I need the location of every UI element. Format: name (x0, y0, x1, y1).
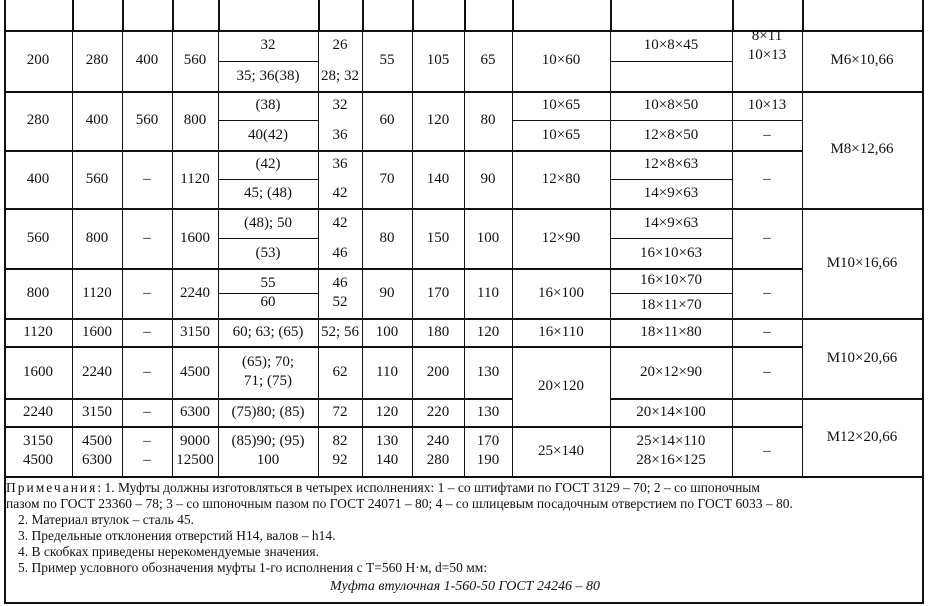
cell-value: 120 (476, 323, 500, 340)
cell-value: 1600 (180, 229, 210, 246)
cell-diameter: 40(42) (248, 126, 288, 143)
cell-bolt: M8×12,66 (830, 141, 894, 157)
cell-diameter: (75)80; (85) (231, 403, 305, 420)
cell-value: 70 (379, 170, 395, 187)
cell-value: – – (143, 433, 151, 468)
cell-key: 14×9×63 (643, 185, 699, 201)
table-header-stub-line (362, 0, 364, 30)
cell-value: 140 (426, 170, 450, 187)
cell-spline (732, 61, 802, 91)
table-bottom-border (4, 602, 924, 604)
cell-spline: – (763, 170, 771, 187)
cell-value: 130 (476, 403, 500, 420)
cell-key: 14×9×63 (643, 214, 699, 231)
cell-spline: – (763, 323, 771, 340)
cell-key: 18×11×70 (640, 297, 702, 313)
cell-key: 16×10×63 (640, 244, 702, 261)
cell-diameter: (48); 50 (244, 214, 292, 231)
notes-top-border (4, 476, 922, 478)
cell-diameter: 55 60 (260, 275, 276, 310)
cell-value: 130 140 (375, 433, 399, 468)
cell-torque: 800 (26, 284, 50, 301)
cell-pin: 16×110 (538, 323, 584, 340)
table-header-stub-line (512, 0, 514, 30)
cell-diameter: 60; 63; (65) (232, 323, 304, 340)
note-2: 2. Материал втулок – сталь 45. (18, 512, 195, 527)
cell-value: 90 (379, 284, 395, 301)
cell-diameter: 62 (332, 363, 348, 380)
cell-value: 560 (183, 52, 207, 68)
cell-diameter: 36 (332, 126, 348, 143)
cell-value: 170 190 (476, 433, 500, 468)
designation-example: Муфта втулочная 1-560-50 ГОСТ 24246 – 80 (330, 579, 600, 594)
cell-key: 12×8×50 (643, 126, 699, 143)
note-1-continued: пазом по ГОСТ 23360 – 78; 3 – со шпоночным пазом по ГОСТ 24071 – 80; 4 – со шлицевым посадочным отверстием по ГОСТ 6033 – 80. (6, 496, 793, 511)
cell-diameter: 35; 36(38) (236, 67, 300, 84)
cell-value: 240 280 (426, 433, 450, 468)
cell-value: 800 (183, 112, 207, 128)
cell-value: 110 (477, 284, 499, 301)
cell-bolt: M10×16,66 (826, 254, 898, 271)
cell-spline (732, 398, 802, 426)
cell-spline: – (763, 229, 771, 246)
cell-diameter: 46 52 (332, 275, 348, 310)
cell-value: 170 (426, 284, 450, 301)
cell-value: – (143, 284, 151, 301)
table-header-stub-line (922, 0, 924, 30)
cell-spline: – (763, 126, 771, 143)
cell-diameter: 45; (48) (244, 185, 292, 201)
cell-pin: 10×65 (541, 97, 581, 113)
table-header-stub-line (4, 0, 6, 30)
cell-torque: 1600 (23, 363, 53, 380)
cell-pin: 16×100 (538, 284, 584, 301)
cell-pin: 12×80 (541, 170, 581, 187)
cell-value: 560 (85, 170, 109, 187)
cell-pin: 10×65 (541, 126, 581, 143)
note-4: 4. В скобках приведены нерекомендуемые значения. (18, 544, 319, 559)
cell-value: 100 (476, 229, 500, 246)
cell-spline: – (763, 442, 771, 459)
cell-value: 1120 (180, 170, 210, 187)
cell-value: – (143, 229, 151, 246)
note-5: 5. Пример условного обозначения муфты 1-го исполнения с T=560 Н·м, d=50 мм: (18, 560, 488, 575)
notes-heading: Примечания (6, 480, 98, 495)
cell-value: 2240 (180, 284, 210, 301)
cell-value: 130 (476, 363, 500, 380)
cell-value: 65 (480, 52, 496, 68)
table-header-stub-line (802, 0, 804, 30)
cell-value: 110 (376, 363, 398, 380)
note-1-text: : 1. Муфты должны изготовляться в четырех исполнениях: 1 – со штифтами по ГОСТ 3129 – 70; 2 – со шпоночным (97, 480, 760, 495)
cell-value: 4500 6300 (82, 433, 112, 468)
cell-value: 1600 (82, 323, 112, 340)
cell-torque: 2240 (23, 403, 53, 420)
cell-diameter: 28; 32 (321, 67, 359, 84)
cell-value: 80 (480, 112, 496, 128)
cell-diameter: 36 (332, 156, 348, 172)
note-3: 3. Предельные отклонения отверстий H14, валов – h14. (18, 528, 336, 543)
table-header-stub-line (412, 0, 414, 30)
table-header-stub-line (732, 0, 734, 30)
cell-value: – (143, 323, 151, 340)
notes-block (6, 480, 924, 595)
cell-value: 60 (379, 112, 395, 128)
cell-diameter: (38) (255, 97, 281, 113)
cell-spline: – (763, 284, 771, 301)
cell-value: 105 (426, 52, 450, 68)
table-header-stub-line (464, 0, 466, 30)
cell-diameter: 32 (332, 97, 348, 113)
table-header-stub-line (318, 0, 320, 30)
cell-pin: 12×90 (541, 229, 581, 246)
cell-value: 180 (426, 323, 450, 340)
cell-value: – (143, 363, 151, 380)
table-header-stub-line (610, 0, 612, 30)
cell-value: 120 (375, 403, 399, 420)
cell-value: 200 (426, 363, 450, 380)
cell-value: 9000 12500 (176, 433, 214, 468)
cell-torque: 280 (26, 112, 50, 128)
cell-value: 6300 (180, 403, 210, 420)
cell-key: 25×14×110 28×16×125 (636, 433, 706, 468)
cell-value: 400 (85, 112, 109, 128)
cell-pin-merged: 20×120 (538, 377, 584, 394)
cell-key: 16×10×70 (640, 272, 702, 288)
cell-value: 4500 (180, 363, 210, 380)
cell-diameter: (53) (255, 244, 281, 261)
cell-torque: 1120 (23, 323, 53, 340)
cell-key: 12×8×63 (643, 156, 699, 172)
cell-value: 2240 (82, 363, 112, 380)
cell-key: 20×12×90 (640, 363, 702, 380)
cell-diameter: 72 (332, 403, 348, 420)
table-header-stub-line (172, 0, 174, 30)
cell-diameter: (42) (255, 156, 281, 172)
cell-diameter: (65); 70; 71; (75) (241, 354, 295, 389)
cell-value: 280 (85, 52, 109, 68)
cell-value: 1120 (82, 284, 112, 301)
cell-value: 800 (85, 229, 109, 246)
cell-value: 80 (379, 229, 395, 246)
cell-pin: 25×140 (538, 442, 584, 459)
cell-key: 18×11×80 (640, 323, 702, 340)
cell-value: 3150 (82, 403, 112, 420)
cell-diameter: 82 92 (332, 433, 348, 468)
cell-value: – (143, 170, 151, 187)
cell-key: 10×8×45 (643, 37, 699, 53)
cell-bolt: M10×20,66 (826, 349, 898, 366)
cell-value: 400 (135, 52, 159, 68)
cell-diameter: 26 (332, 37, 348, 53)
cell-spline: – (763, 363, 771, 380)
cell-bolt: M6×10,66 (830, 52, 894, 68)
cell-diameter: 32 (260, 37, 276, 53)
cell-torque: 200 (26, 52, 50, 68)
cell-value: 560 (135, 112, 159, 128)
cell-key (610, 61, 732, 91)
cell-spline: 8×11 10×13 (747, 27, 787, 63)
cell-key: 10×8×50 (643, 97, 699, 113)
cell-diameter: (85)90; (95) 100 (231, 433, 305, 468)
cell-torque: 3150 4500 (23, 433, 53, 468)
cell-diameter: 42 (332, 214, 348, 231)
cell-diameter: 46 (332, 244, 348, 261)
cell-key: 20×14×100 (636, 403, 706, 420)
cell-value: 120 (426, 112, 450, 128)
cell-value: 220 (426, 403, 450, 420)
cell-torque: 560 (26, 229, 50, 246)
cell-value: 150 (426, 229, 450, 246)
cell-pin: 10×60 (541, 52, 581, 68)
cell-value: – (143, 403, 151, 420)
cell-diameter: 42 (332, 185, 348, 201)
cell-value: 100 (375, 323, 399, 340)
cell-value: 55 (379, 52, 395, 68)
table-header-stub-line (218, 0, 220, 30)
table-header-stub-line (72, 0, 74, 30)
cell-value: 90 (480, 170, 496, 187)
cell-spline: 10×13 (747, 97, 787, 113)
cell-value: 3150 (180, 323, 210, 340)
cell-diameter: 52; 56 (321, 323, 359, 340)
cell-torque: 400 (26, 170, 50, 187)
table-header-stub-line (122, 0, 124, 30)
cell-bolt: M12×20,66 (826, 428, 898, 445)
